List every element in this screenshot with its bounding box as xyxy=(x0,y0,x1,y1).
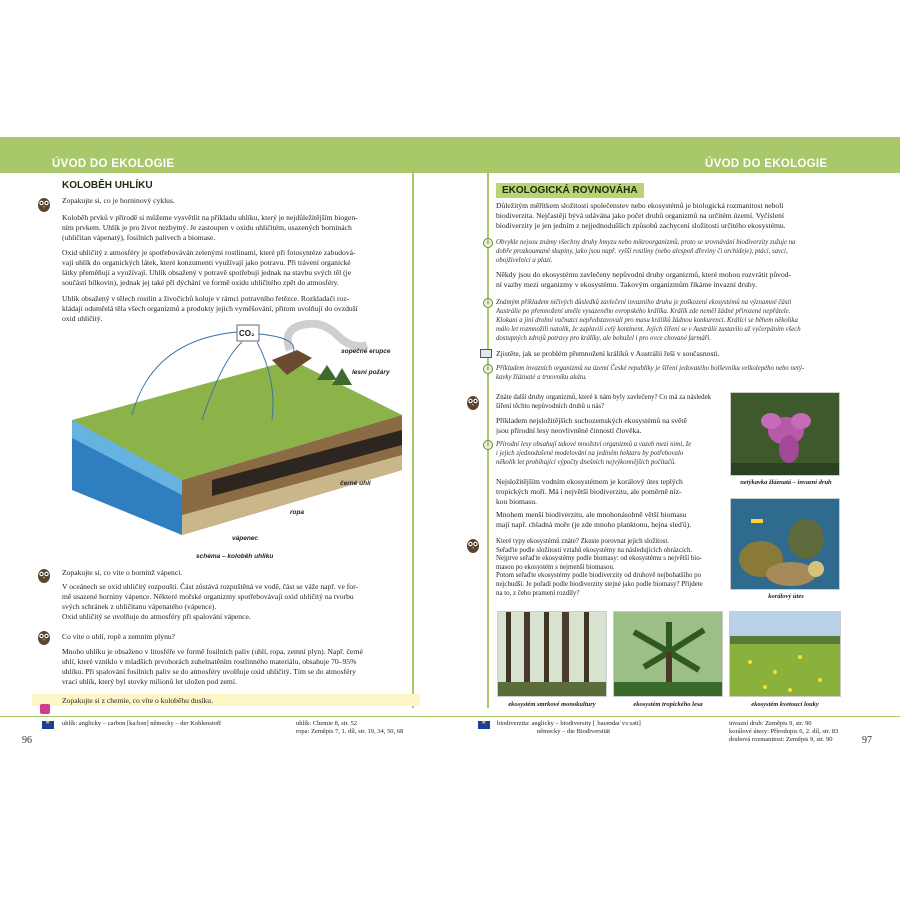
question-ecosystem-types: Které typy ekosystémů znáte? Zkuste porovnat jejich složitost. Seřaďte podle složitosti vztahů ekosystémy na následujících obrázcích. Nejprve seřaďte ekosystémy podle biomasy: od ekosystému s největší bio- masou po ekosystém s nejmenší biomasou. Potom seřaďte ekosystémy podle biodiverzity od druhově nejbohatšího po nejchudší. Je pořadí podle biodiverzity stejné jako podle biomasy? Přijdete na to, z čeho pramení rozdíly? xyxy=(496,538,703,597)
page-number-left: 96 xyxy=(22,735,32,746)
paragraph-invasive: Někdy jsou do ekosystému zavlečeny nepůvodní druhy organizmů, které mohou rozvrátit původ- ní vazby mezi organizmy v ekosystému. Takovým organizmům říkáme invazní druhy. xyxy=(496,270,792,289)
photo-tropical-forest xyxy=(613,611,723,697)
paragraph-oceans: V oceánech se oxid uhličitý rozpouští. Část zůstává rozpuštěná ve vodě, část se váže např. ve for- mě usazené horniny vápence. Některé mořské organizmy spotřebovávají oxid uhličitý na tvorbu svých schránek z uhličitanu vápenatého (vápence). Oxid uhličitý se uvolňuje do atmosféry při spalování vápence. xyxy=(62,582,358,621)
caption-meadow: ekosystém kvetoucí louky xyxy=(751,701,819,708)
question-limestone: Zopakujte si, co víte o horninž vápenci. xyxy=(62,568,183,577)
computer-icon xyxy=(480,349,492,358)
paragraph-coral-reef: Nejsložitějším vodním ekosystémem je korálový útes teplých tropických moří. Má i největší biodiverzitu, ale poměrně níz- kou biomasu. xyxy=(496,477,683,506)
caption-tropical-forest: ekosystém tropického lesa xyxy=(633,701,703,708)
paragraph-co2-plants: Oxid uhličitý z atmosféry je spotřebováván zelenými rostlinami, které při fotosyntéze zabudová- vají uhlík do organických látek, které konzumenti využívají jako potravu. Při trávení organické látky přeměňují a využívají. Uhlík obsažený v potravě spotřebují jednak na stavbu svých těl (je součástí bílkovin), jednak jej také při dýchání ve formě oxidu uhličitého zpět do atmosféry. xyxy=(62,248,356,287)
header-title-right: ÚVOD DO EKOLOGIE xyxy=(705,158,828,170)
footer-ref-invasive: invazní druh: Zeměpis 9, str. 90 xyxy=(729,720,812,727)
note-invasive-cz: Příkladem invazních organizmů na území České republiky je šíření jedovatého bolševníku velkolepého nebo netý- kavky žláznaté a trnovníku akátu. xyxy=(496,365,805,381)
footer-ref-carbon: uhlík: Chemie 8, str. 52 xyxy=(296,720,358,727)
note-icon: i xyxy=(483,440,493,450)
question-rock-cycle: Zopakujte si, co je horninový cyklus. xyxy=(62,196,175,205)
diagram-caption: schéma – koloběh uhlíku xyxy=(196,553,274,560)
owl-icon xyxy=(465,536,481,554)
diagram-label-fires: lesní požáry xyxy=(352,369,390,376)
note-icon: i xyxy=(483,238,493,248)
eu-flag-icon xyxy=(42,721,54,729)
photo-meadow xyxy=(729,611,841,697)
caption-spruce-forest: ekosystém smrkové monokultury xyxy=(508,701,596,708)
paragraph-food-chain: Uhlík obsažený v tělech rostlin a živočichů koluje v rámci potravního řetězce. Rozkladači roz- kládají odumřelá těla všech organizmů a produkty jejich vyměšování, přitom uvolňují do ovzduší oxid uhličitý. xyxy=(62,294,358,323)
paragraph-carbon-intro: Koloběh prvků v přírodě si můžeme vysvětlit na příkladu uhlíku, který je nejdůležitějším biogen- ním prvkem. Uhlík je pro život nezbytný. Je zastoupen v oxidu uhličitém, usazených horninách (uhličitan vápenatý), fosilních palivech a biomase. xyxy=(62,213,358,242)
caption-impatiens: netýkavka žláznatá – invazní druh xyxy=(740,479,832,486)
question-other-invasive: Znáte další druhy organizmů, které k nám byly zavlečeny? Co má za následek šíření těchto nepůvodních druhů u nás? xyxy=(496,394,712,410)
paragraph-biodiversity: Důležitým měřítkem složitosti společenstev nebo ekosystémů je biologická rozmanitost neboli biodiverzita. Nejčastěji bývá udávána jako počet druhů organizmů na určitém území. Vyčíslení biodiverzity je jen jedním z nejjednodušších způsobů zachycení složitosti určitého ekosystému. xyxy=(496,201,786,230)
footer-term-biodiversity: biodiverzita: anglicky – biodiversity [ˌbaɪəʊdaɪˈvɜːsəti] xyxy=(497,720,641,727)
question-fossil-fuels: Co víte o uhlí, ropě a zemním plynu? xyxy=(62,632,176,641)
note-rabbits: Známým příkladem ničivých důsledků zavlečení invazního druhu je poškození ekosystémů na významné části Austrálie po přemnožení uměle vysazeného evropského králíka. Králík zde neměl žádné přirozené nepřátele. Klokani a jiní drobní vačnatci nepředstavovali pro masu králíků žádnou konkurenci. Králíci se během několika málo let rozmnožili natolik, že zaplavili celý kontinent. Jejich šíření se v Austrálii zastavilo až vyčerpáním všech dostupných zdrojů potravy pro králíky, ale bohužel i pro ovce chované farmáři. xyxy=(496,299,801,342)
question-rabbits-today: Zjistěte, jak se problém přemnožení králíků v Austrálii řeší v současnosti. xyxy=(496,349,720,358)
diagram-label-eruption: sopečné erupce xyxy=(341,348,391,355)
diagram-label-coal: černé uhlí xyxy=(340,480,371,487)
photo-spruce-forest xyxy=(497,611,607,697)
owl-icon xyxy=(36,628,52,646)
diagram-label-limestone: vápenec xyxy=(232,535,259,542)
caption-coral-reef: korálový útes xyxy=(768,593,804,600)
header-band-right xyxy=(450,137,900,173)
note-biodiversity-groups: Obvykle nejsou známy všechny druhy hmyzu nebo mikroorganizmů, proto se srovnávání biodiverzity zužuje na dobře prozkoumané skupiny, jako jsou např. vyšší rostliny (nebo alespoň dřeviny či orchideje), ptáci, savci, obojživelníci a plazi. xyxy=(496,239,796,264)
paragraph-fossil-fuels: Mnoho uhlíku je obsaženo v litosféře ve formě fosilních paliv (uhlí, ropa, zemní plyn). Např. černé uhlí, které vzniklo v mladších prvohorách zuhelnatěním rostlinného materiálu, obsahuje 70–95% uhlíku. Při spalování fosilních paliv se do atmosféry uvolňuje oxid uhličitý. Tím se do atmosféry vrací uhlík, který byl stovky milionů let uložen pod zemí. xyxy=(62,647,363,686)
chemistry-icon xyxy=(40,704,50,714)
owl-icon xyxy=(465,393,481,411)
owl-icon xyxy=(36,566,52,584)
page-number-right: 97 xyxy=(862,735,872,746)
owl-icon xyxy=(36,195,52,213)
eu-flag-icon xyxy=(478,721,490,729)
question-nitrogen-cycle: Zopakujte si z chemie, co víte o koloběhu dusíku. xyxy=(62,696,213,705)
note-icon: i xyxy=(483,298,493,308)
photo-coral-reef xyxy=(730,498,840,590)
footer-ref-oil: ropa: Zeměpis 7, 1. díl, str. 19, 34, 50, 68 xyxy=(296,728,404,735)
note-natural-forests: Přírodní lesy obsahují takové množství organizmů a vazeb mezi nimi, že i jejich zjednodušené modelování na jediném hektaru by potřebovalo několik let probíhající výpočty dnešních nejvýkonnějších počítačů. xyxy=(496,441,692,466)
header-title-left: ÚVOD DO EKOLOGIE xyxy=(52,158,175,170)
footer-rule-right xyxy=(450,716,900,717)
footer-rule-left xyxy=(0,716,450,717)
footer-term-carbon: uhlík: anglicky – carbon [ka:bən] německy – der Kohlenstoff xyxy=(62,720,222,727)
carbon-cycle-diagram xyxy=(62,320,402,565)
paragraph-cold-seas: Mnohem menší biodiverzitu, ale mnohonásobně větší biomasu mají např. chladná moře (je zde mnoho planktonu, hejna sleďů). xyxy=(496,510,692,529)
photo-impatiens xyxy=(730,392,840,476)
footer-ref-coral: korálové útesy: Přírodopis 6, 2. díl, str. 83 xyxy=(729,728,839,735)
paragraph-terrestrial: Příkladem nejsložitějších suchozemských ekosystémů na světě jsou přírodní lesy neovlivněné činností člověka. xyxy=(496,416,687,435)
section-title-ecological-balance: EKOLOGICKÁ ROVNOVÁHA xyxy=(496,183,644,198)
section-title-carbon-cycle: KOLOBĚH UHLÍKU xyxy=(62,180,153,191)
note-icon: i xyxy=(483,364,493,374)
diagram-co2-label: CO₂ xyxy=(239,329,255,338)
diagram-label-oil: ropa xyxy=(290,509,305,516)
left-column-rule xyxy=(412,173,414,708)
footer-term-biodiversity-de: německy – die Biodiversität xyxy=(537,728,611,735)
footer-ref-species: druhová rozmanitost: Zeměpis 9, str. 90 xyxy=(729,736,833,743)
